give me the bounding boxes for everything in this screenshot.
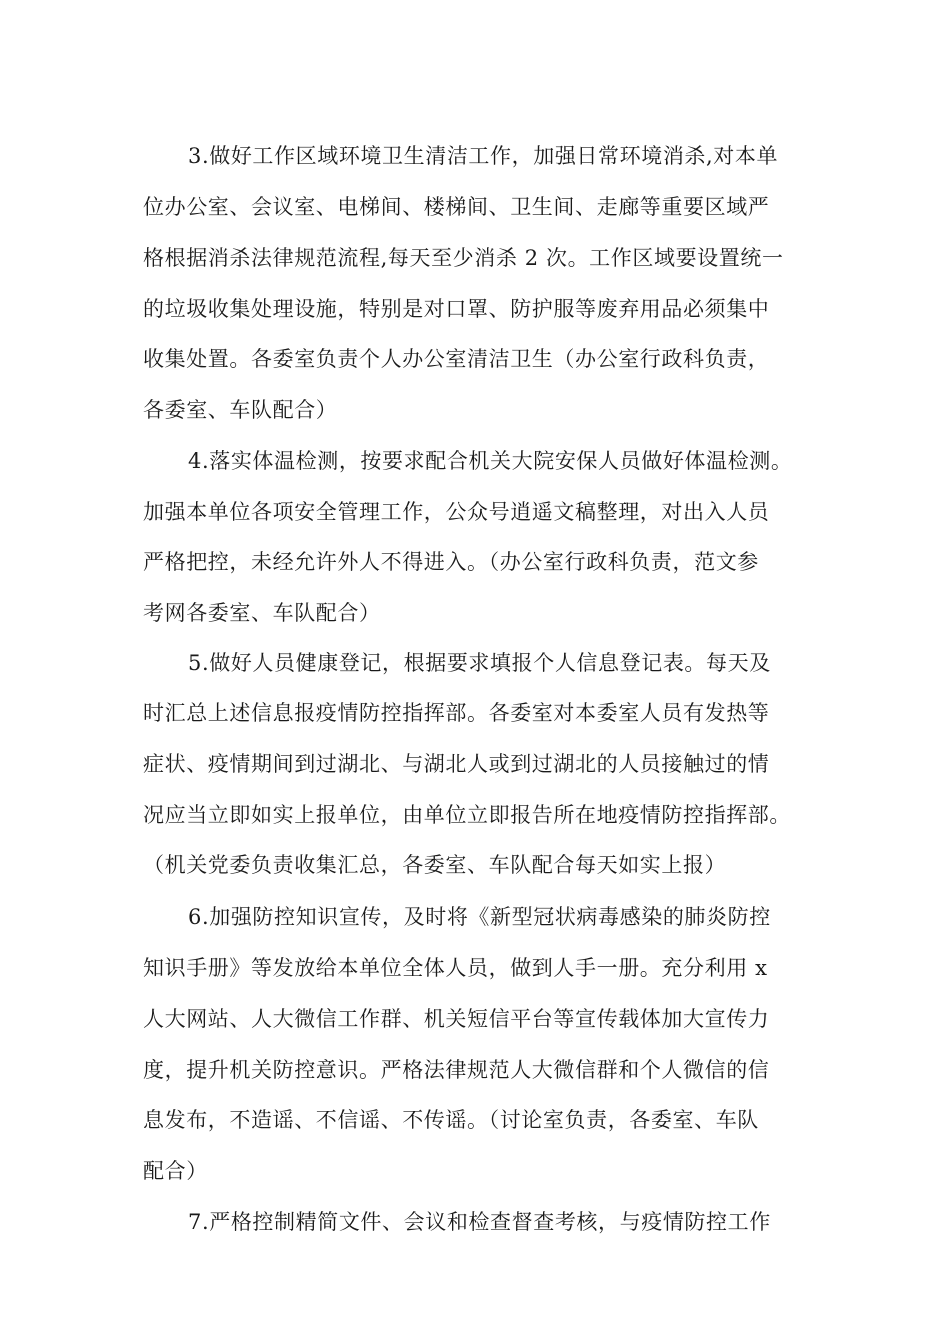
paragraph-6-line-5: 息发布，不造谣、不信谣、不传谣。（讨论室负责，各委室、车队 <box>143 1108 759 1132</box>
paragraph-4-line-4: 考网各委室、车队配合） <box>143 601 381 625</box>
paragraph-4-line-1: 4.落实体温检测，按要求配合机关大院安保人员做好体温检测。 <box>188 449 793 473</box>
paragraph-5-line-2: 时汇总上述信息报疫情防控指挥部。各委室对本委室人员有发热等 <box>143 701 770 725</box>
paragraph-5-line-1: 5.做好人员健康登记，根据要求填报个人信息登记表。每天及 <box>188 651 771 675</box>
paragraph-4-line-2: 加强本单位各项安全管理工作，公众号逍遥文稿整理，对出入人员 <box>143 500 770 524</box>
paragraph-3-line-6: 各委室、车队配合） <box>143 398 338 422</box>
paragraph-3-line-5: 收集处置。各委室负责个人办公室清洁卫生（办公室行政科负责， <box>143 347 770 371</box>
paragraph-6-line-3: 人大网站、人大微信工作群、机关短信平台等宣传载体加大宣传力 <box>143 1007 770 1031</box>
paragraph-3-line-4: 的垃圾收集处理设施，特别是对口罩、防护服等废弃用品必须集中 <box>143 297 770 321</box>
paragraph-5-line-5: （机关党委负责收集汇总，各委室、车队配合每天如实上报） <box>143 853 727 877</box>
paragraph-6-line-4: 度，提升机关防控意识。严格法律规范人大微信群和个人微信的信 <box>143 1058 770 1082</box>
paragraph-3-line-1: 3.做好工作区域环境卫生清洁工作，加强日常环境消杀,对本单 <box>188 144 779 168</box>
paragraph-3-line-3: 格根据消杀法律规范流程,每天至少消杀 2 次。工作区域要设置统一 <box>143 246 784 270</box>
paragraph-6-line-2: 知识手册》等发放给本单位全体人员，做到人手一册。充分利用 x <box>143 956 768 980</box>
paragraph-5-line-4: 况应当立即如实上报单位，由单位立即报告所在地疫情防控指挥部。 <box>143 803 791 827</box>
paragraph-7-line-1: 7.严格控制精简文件、会议和检查督查考核，与疫情防控工作 <box>188 1210 771 1234</box>
paragraph-5-line-3: 症状、疫情期间到过湖北、与湖北人或到过湖北的人员接触过的情 <box>143 752 770 776</box>
paragraph-6-line-6: 配合） <box>143 1159 208 1183</box>
paragraph-3-line-2: 位办公室、会议室、电梯间、楼梯间、卫生间、走廊等重要区域严 <box>143 195 770 219</box>
paragraph-4-line-3: 严格把控，未经允许外人不得进入。（办公室行政科负责，范文参 <box>143 550 759 574</box>
paragraph-6-line-1: 6.加强防控知识宣传，及时将《新型冠状病毒感染的肺炎防控 <box>188 905 771 929</box>
